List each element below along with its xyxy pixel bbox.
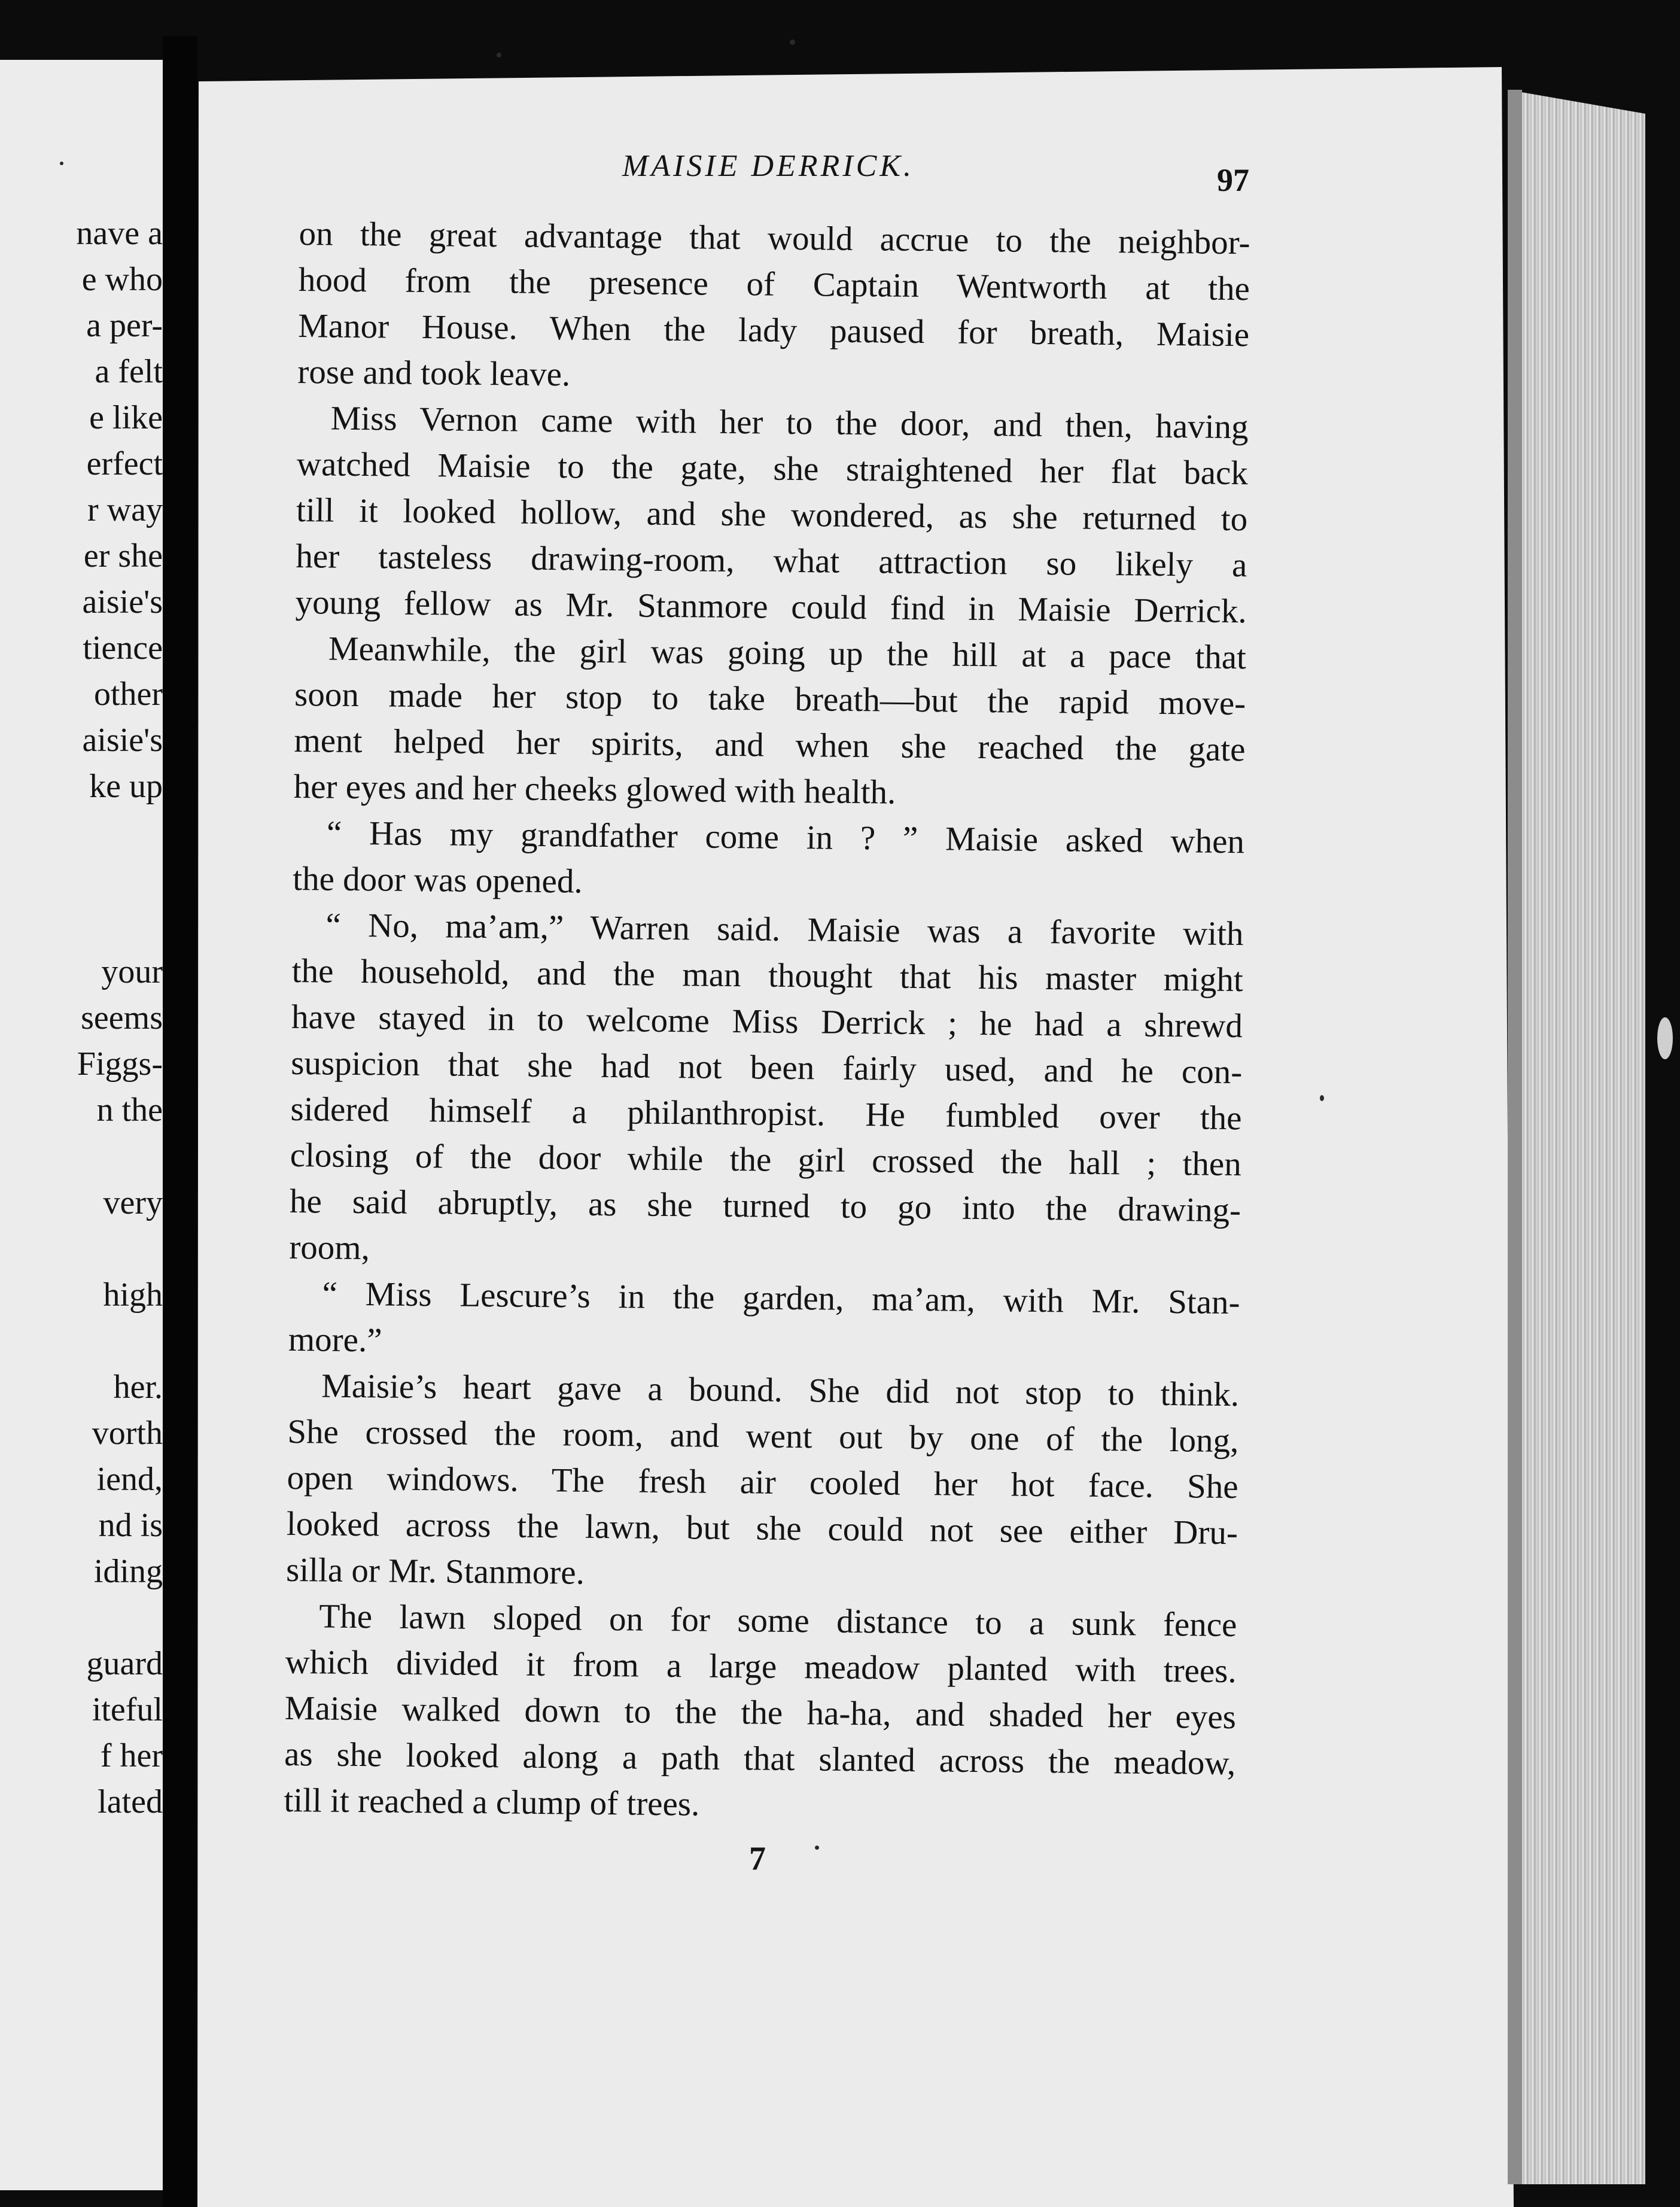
text-line: silla or Mr. Stanmore. <box>285 1551 585 1592</box>
text-line: watched Maisie to the gate, she straightened her flat back <box>296 445 1249 493</box>
text-line: suspicion that she had not been fairly used, and he con- <box>291 1044 1243 1092</box>
text-line: Meanwhile, the girl was going up the hill at a pace that <box>328 630 1247 677</box>
text-line: soon made her stop to take breath—but the rapid move- <box>294 675 1246 723</box>
left-page-fragment: Figgs- <box>77 1045 163 1083</box>
running-head: MAISIE DERRICK. <box>622 149 915 183</box>
book-gutter <box>163 36 197 2207</box>
text-line: Maisie’s heart gave a bound. She did not stop to think. <box>321 1367 1240 1414</box>
left-page-fragment: a per- <box>86 307 163 344</box>
text-line: young fellow as Mr. Stanmore could find in Maisie Derrick. <box>295 583 1247 631</box>
text-line: her tasteless drawing-room, what attraction so likely a <box>296 537 1247 585</box>
text-line: which divided it from a large meadow planted with trees. <box>285 1643 1237 1691</box>
text-line: he said abruptly, as she turned to go into the drawing- <box>289 1182 1241 1230</box>
text-line: have stayed in to welcome Miss Derrick ; he had a shrewd <box>291 998 1243 1045</box>
text-line: rose and took leave. <box>297 352 571 394</box>
text-line: Miss Vernon came with her to the door, and then, having <box>330 399 1249 446</box>
text-line: “ Has my grandfather come in ? ” Maisie asked when <box>326 814 1245 861</box>
text-line: ment helped her spirits, and when she reached the gate <box>294 721 1246 769</box>
left-page-fragment: high <box>103 1276 163 1314</box>
text-line: till it looked hollow, and she wondered, as she returned to <box>296 491 1248 539</box>
left-page-fragment: aisie's <box>82 583 163 621</box>
left-page-fragment: a felt <box>95 353 163 390</box>
left-page-fragment: n the <box>96 1092 163 1129</box>
text-line: closing of the door while the girl crossed the hall ; then <box>290 1136 1242 1184</box>
text-line: sidered himself a philanthropist. He fumbled over the <box>290 1090 1242 1138</box>
text-line: till it reached a clump of trees. <box>284 1781 700 1823</box>
left-page-fragment: iteful <box>92 1691 163 1728</box>
signature-mark: 7 <box>749 1840 766 1877</box>
left-page-fragment: f her <box>100 1737 163 1774</box>
text-line: “ No, ma’am,” Warren said. Maisie was a favorite with <box>325 906 1244 953</box>
text-line: as she looked along a path that slanted across the meadow, <box>284 1735 1236 1783</box>
text-line: “ Miss Lescure’s in the garden, ma’am, with Mr. Stan- <box>322 1275 1240 1322</box>
left-page-fragment: her. <box>113 1369 163 1406</box>
page-edges <box>1508 90 1645 2184</box>
left-page-fragment: tience <box>83 630 163 667</box>
text-line: on the great advantage that would accrue to the neighbor- <box>299 214 1250 262</box>
left-page-fragment: r way <box>87 491 163 528</box>
text-line: Maisie walked down to the the ha-ha, and shaded her eyes <box>284 1689 1237 1737</box>
body-text <box>284 211 1250 1832</box>
text-line: the door was opened. <box>292 859 583 901</box>
left-page-fragment: very <box>103 1184 163 1221</box>
scan-background <box>1645 0 1680 2207</box>
text-line: She crossed the room, and went out by one of the long, <box>287 1412 1239 1460</box>
left-page-fragment: nd is <box>98 1507 163 1544</box>
left-page-fragment: e who <box>81 261 163 298</box>
left-page-fragment: e like <box>89 399 163 436</box>
left-page-fragment: nave a <box>76 215 163 252</box>
left-page-fragment: erfect <box>86 445 163 482</box>
left-page-fragment: aisie's <box>82 722 163 759</box>
text-line: the household, and the man thought that his master might <box>291 951 1244 999</box>
text-line: open windows. The fresh air cooled her hot face. She <box>287 1458 1238 1506</box>
text-line: The lawn sloped on for some distance to a sunk fence <box>319 1597 1237 1644</box>
page-edge-shadow <box>1508 90 1522 2184</box>
text-line: Manor House. When the lady paused for breath, Maisie <box>297 306 1250 354</box>
left-page-fragment: vorth <box>92 1415 163 1452</box>
left-page-fragment: er she <box>83 537 163 574</box>
text-line: her eyes and her cheeks glowed with health. <box>293 767 896 811</box>
left-page-fragment: your <box>101 953 163 990</box>
left-page-fragment: seems <box>81 999 163 1036</box>
left-page-fragment: iding <box>93 1553 163 1590</box>
text-line: more.” <box>288 1320 382 1360</box>
page-number: 97 <box>1217 162 1249 198</box>
text-line: hood from the presence of Captain Wentworth at the <box>298 260 1250 308</box>
left-page-fragment: guard <box>86 1645 163 1682</box>
left-page-fragment: lated <box>98 1783 163 1820</box>
left-page-fragment: iend, <box>96 1461 163 1498</box>
left-page-fragment: ke up <box>89 768 163 805</box>
left-page-fragment: other <box>93 676 163 713</box>
previous-page <box>0 60 163 2190</box>
text-line: looked across the lawn, but she could not see either Dru- <box>286 1504 1238 1552</box>
text-line: room, <box>289 1228 370 1267</box>
scanner-clip-mark <box>1657 1017 1673 1059</box>
